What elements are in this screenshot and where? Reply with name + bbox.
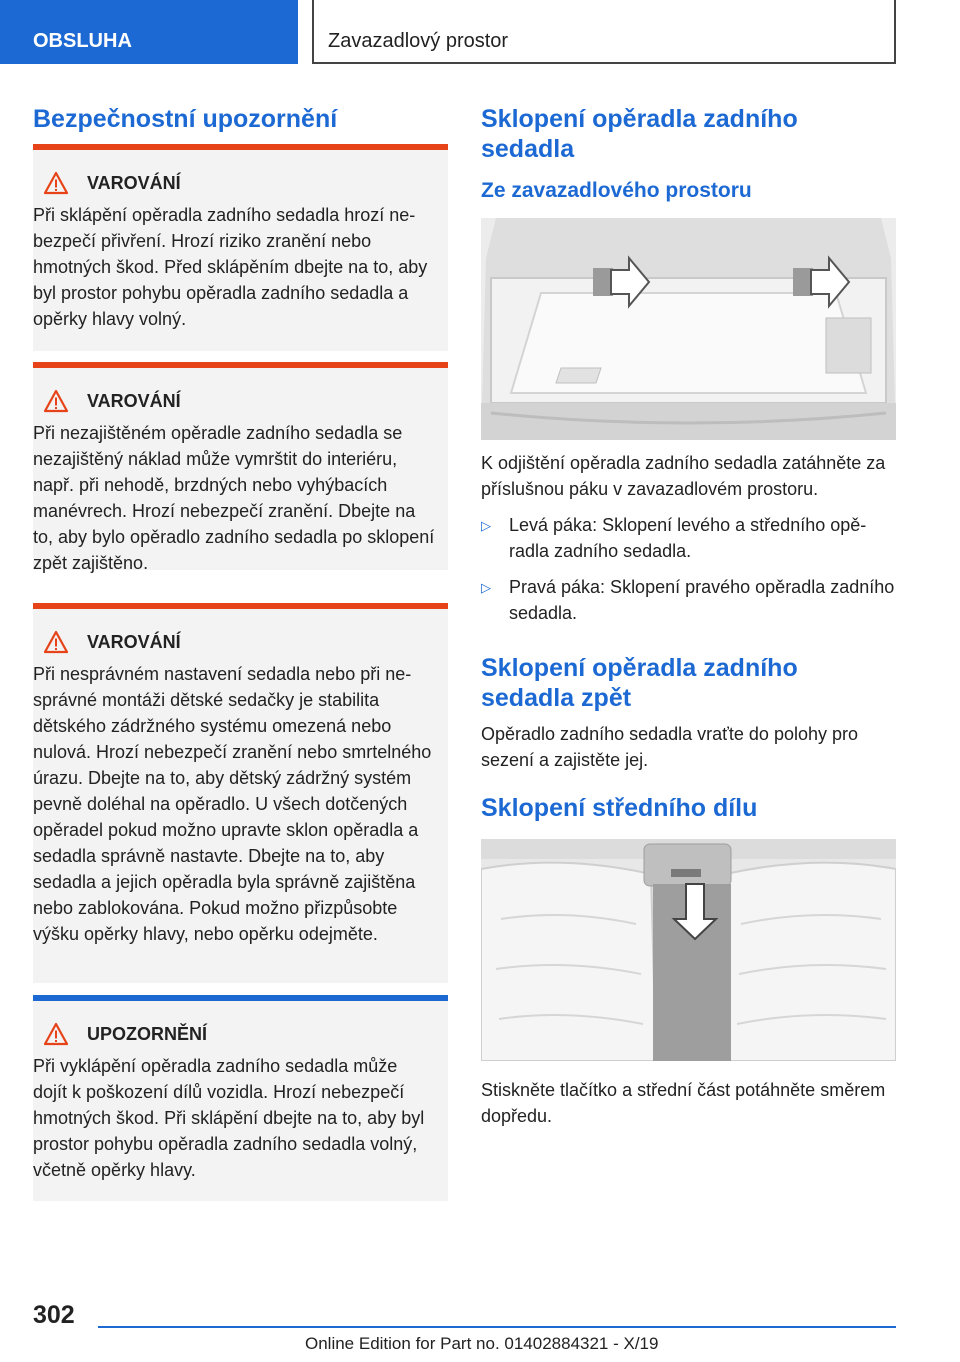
warning-label-2: VAROVÁNÍ — [87, 390, 181, 411]
triangle-bullet-icon: ▷ — [481, 518, 491, 533]
from-trunk-subtitle: Ze zavazadlového prostoru — [481, 179, 752, 202]
middle-seat-illustration — [481, 839, 896, 1061]
middle-section-text: Stiskněte tlačítko a střední část potáhněte směrem dopředu. — [481, 1080, 886, 1126]
warning-triangle-icon — [43, 171, 69, 195]
edition-info: Online Edition for Part no. 01402884321 - X/19 — [305, 1334, 659, 1353]
warning-title-1 — [43, 170, 436, 196]
warning-text-3: Při nesprávném nastavení sedadla nebo při nesprávné montáži dětské sedačky je stabilita dětského zádržného systému omezená nebo nulová. Hrozí nebezpečí zranění nebo smrtelného úrazu. Dbejte na to, aby dětský zádržný systém pevně doléhal na opěradlo. U všech dotčených opěradel pokud možno upravte sklon opěradla a sedadla správně nastavte. Dbejte na to, aby sedadla a jejich opěradla byla správně zajištěna nebo zablokována. Pokud možno přizpůsobte výšku opěrky hlavy, nebo opěrku odejměte. — [33, 664, 432, 944]
fold-backrest-title: Sklopení opěradla zadního sedadla — [481, 105, 798, 163]
warning-label-3: VAROVÁNÍ — [87, 631, 181, 652]
warning-title-2 — [43, 388, 436, 414]
safety-title: Bezpečnostní upozornění — [33, 105, 338, 133]
bullet-left-lever — [481, 512, 896, 564]
left-column — [33, 104, 448, 1180]
chapter-label: Zavazadlový prostor — [328, 30, 509, 52]
notice-box — [33, 995, 448, 1201]
bullet-right-lever — [481, 574, 896, 626]
notice-label: UPOZORNĚNÍ — [87, 1023, 208, 1044]
bullet-text-right: Pravá páka: Sklopení pravého opěradla zadního sedadla. — [509, 577, 895, 623]
warning-title-3 — [43, 629, 436, 655]
release-instruction: K odjištění opěradla zadního sedadla zatáhněte za příslušnou páku v zavazadlovém prostoru. — [481, 453, 886, 499]
notice-text: Při vyklápění opěradla zadního sedadla může dojít k poškození dílů vozidla. Hrozí nebezpečí hmotných škod. Při sklápění dbejte na to, aby byl prostor pohybu opěradla zadního sedadla volný, včetně opěrky hlavy. — [33, 1056, 425, 1180]
footer-divider — [98, 1326, 896, 1328]
warning-label-1: VAROVÁNÍ — [87, 172, 181, 193]
triangle-bullet-icon: ▷ — [481, 580, 491, 595]
bullet-text-left: Levá páka: Sklopení levého a středního opěradla zadního sedadla. — [509, 515, 867, 561]
chapter-header — [312, 0, 896, 64]
middle-seat-image — [481, 839, 896, 1061]
fold-back-text: Opěradlo zadního sedadla vraťte do polohy pro sezení a zajistěte jej. — [481, 724, 859, 770]
trunk-levers-image — [481, 218, 896, 440]
page-number: 302 — [33, 1301, 75, 1329]
middle-section-title: Sklopení středního dílu — [481, 794, 758, 822]
warning-triangle-icon — [43, 630, 69, 654]
warning-text-2: Při nezajištěném opěradle zadního sedadla se nezajištěný náklad může vymrštit do interiéru, např. při nehodě, brzdných nebo vyhýbacích manévrech. Hrozí nebezpečí zranění. Dbejte na to, aby bylo opěradlo zadního sedadla po sklopení zpět zajištěno. — [33, 423, 435, 573]
warning-box-3 — [33, 603, 448, 983]
warning-box-2 — [33, 362, 448, 573]
warning-box-1 — [33, 144, 448, 351]
warning-text-1: Při sklápění opěradla zadního sedadla hrozí nebezpečí přivření. Hrozí riziko zranění nebo hmotných škod. Před sklápěním dbejte na to, aby byl prostor pohybu opěradla zadního sedadla a opěrky hlavy volný. — [33, 205, 428, 329]
trunk-illustration — [481, 218, 896, 440]
warning-triangle-icon — [43, 389, 69, 413]
section-label: OBSLUHA — [33, 30, 132, 52]
fold-back-title: Sklopení opěradla zadního sedadla zpět — [481, 654, 798, 712]
section-tab — [0, 0, 298, 64]
warning-triangle-icon — [43, 1022, 69, 1046]
notice-title — [43, 1021, 436, 1047]
right-column — [481, 104, 896, 1129]
